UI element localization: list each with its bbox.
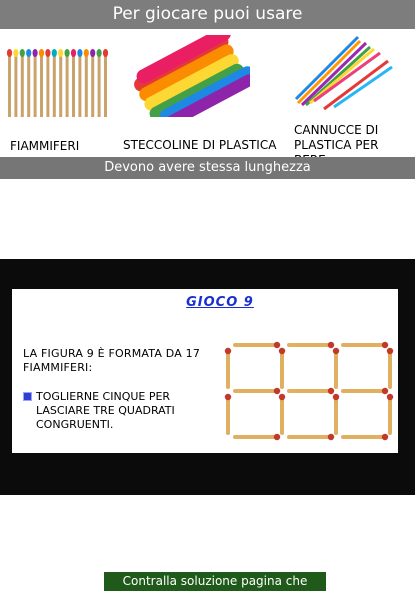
solution-next-page-button[interactable]: Contralla soluzione pagina che segue: [104, 572, 326, 591]
match-head: [7, 49, 12, 57]
puzzle-matchstick: [235, 388, 280, 394]
material-label-straws: CANNUCCE DI PLASTICA PER: [294, 123, 379, 152]
match-stick: [46, 53, 49, 117]
match-stick: [14, 53, 17, 117]
game-slide: [0, 259, 415, 495]
match-stick: [8, 53, 11, 117]
match-head: [65, 49, 70, 57]
match-head: [84, 49, 89, 57]
match-head: [52, 49, 57, 57]
match-stick: [78, 53, 81, 117]
game-title-text: GIOCO 9: [186, 295, 254, 310]
page-title: Per giocare puoi usare: [0, 0, 415, 29]
match-stick: [53, 53, 56, 117]
game-instruction: TOGLIERNE CINQUE PER LASCIARE TRE QUADRATI CONGRUENTI.: [36, 390, 175, 431]
puzzle-matchstick: [235, 342, 280, 348]
match-stick: [40, 53, 43, 117]
match-stick: [66, 53, 69, 117]
puzzle-matchstick: [225, 348, 231, 387]
puzzle-matchstick: [343, 434, 388, 440]
match-head: [39, 49, 44, 57]
match-stick: [91, 53, 94, 117]
game-title: [12, 295, 398, 310]
matchstick-puzzle: [224, 341, 394, 445]
puzzle-matchstick: [343, 342, 388, 348]
match-stick: [104, 53, 107, 117]
match-head: [90, 49, 95, 57]
match-head: [58, 49, 63, 57]
square-bullet-icon: [23, 392, 32, 401]
match-head: [77, 49, 82, 57]
match-head: [26, 49, 31, 57]
match-head: [45, 49, 50, 57]
puzzle-matchstick: [279, 348, 285, 387]
match-stick: [27, 53, 30, 117]
length-note: Devono avere stessa lunghezza: [0, 157, 415, 179]
puzzle-matchstick: [387, 394, 393, 433]
materials-section: [0, 29, 415, 157]
game-panel: [12, 289, 398, 453]
match-head: [71, 49, 76, 57]
puzzle-matchstick: [289, 342, 334, 348]
match-stick: [85, 53, 88, 117]
match-stick: [72, 53, 75, 117]
straws-image: [290, 33, 395, 111]
material-label-plastic-sticks: STECCOLINE DI PLASTICA: [123, 138, 277, 152]
puzzle-matchstick: [343, 388, 388, 394]
puzzle-matchstick: [333, 348, 339, 387]
puzzle-matchstick: [225, 394, 231, 433]
matches-image: [4, 47, 112, 119]
match-head: [20, 49, 25, 57]
material-label-matches: FIAMMIFERI: [10, 139, 80, 153]
puzzle-matchstick: [289, 388, 334, 394]
match-stick: [59, 53, 62, 117]
match-head: [13, 49, 18, 57]
puzzle-matchstick: [279, 394, 285, 433]
game-description: LA FIGURA 9 È FORMATA DA 17 FIAMMIFERI:: [23, 347, 201, 374]
match-stick: [98, 53, 101, 117]
match-head: [103, 49, 108, 57]
puzzle-matchstick: [387, 348, 393, 387]
match-stick: [21, 53, 24, 117]
plastic-sticks-image: [132, 35, 250, 117]
match-stick: [34, 53, 37, 117]
puzzle-matchstick: [333, 394, 339, 433]
puzzle-matchstick: [289, 434, 334, 440]
match-head: [33, 49, 38, 57]
match-head: [97, 49, 102, 57]
puzzle-matchstick: [235, 434, 280, 440]
